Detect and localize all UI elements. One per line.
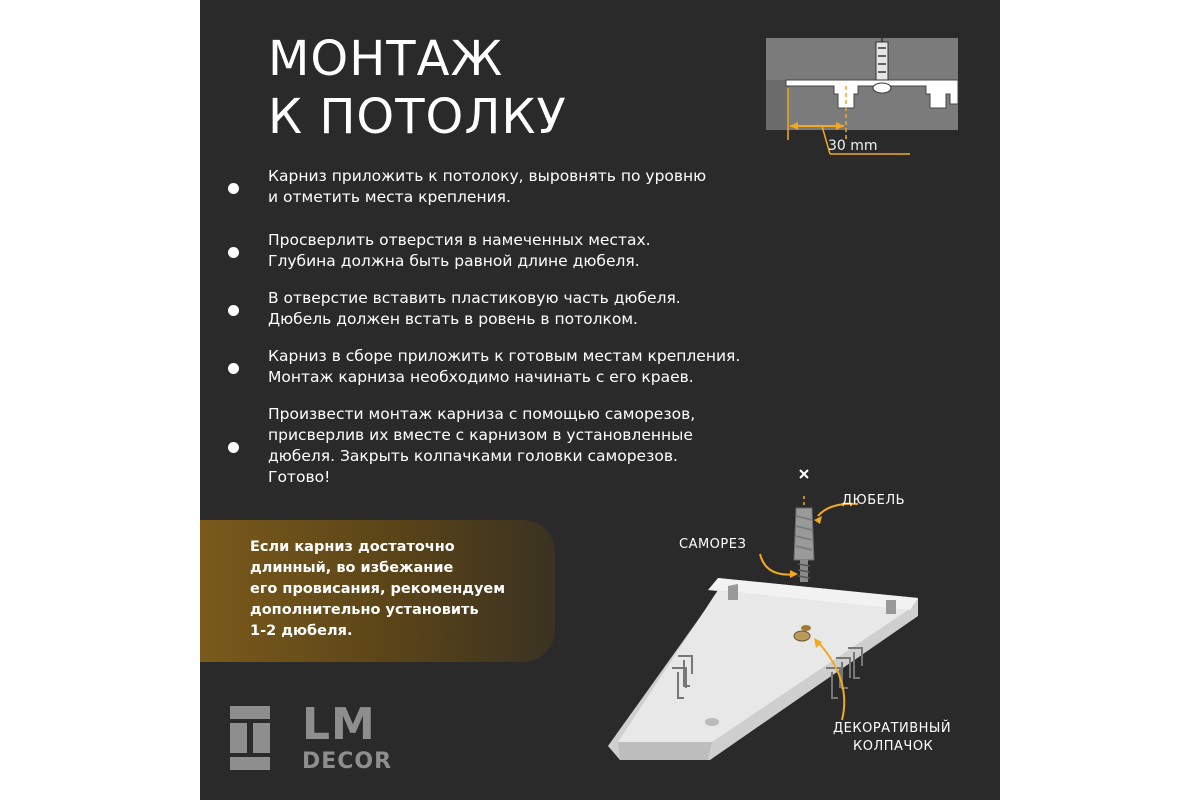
step-text-line: Монтаж карниза необходимо начинать с его краев. [268, 368, 694, 386]
instruction-card [200, 0, 1000, 800]
step-item [228, 288, 681, 330]
wall-block [766, 80, 788, 130]
step-text-line: Карниз приложить к потолоку, выровнять по уровню [268, 167, 707, 185]
step-text-line: Дюбель должен встать в ровень в потолком. [268, 310, 638, 328]
step-text-line: дюбеля. Закрыть колпачками головки саморезов. [268, 447, 678, 465]
rail-groove [728, 584, 738, 600]
step-text-line: Глубина должна быть равной длине дюбеля. [268, 252, 640, 270]
tip-text-line: длинный, во избежание [250, 560, 454, 576]
logo-mark-icon [230, 706, 270, 770]
cap-icon [873, 83, 891, 93]
step-item [228, 230, 651, 272]
tip-text-line: его провисания, рекомендуем [250, 581, 506, 597]
step-text-line: Просверлить отверстия в намеченных местах. [268, 231, 651, 249]
step-text-line: присверлив их вместе с карнизом в установленные [268, 426, 693, 444]
dimension-label: 30 mm [828, 138, 878, 154]
mounting-illustration [600, 460, 1000, 800]
bullet-icon [228, 363, 239, 374]
step-text-line: Готово! [268, 468, 331, 486]
cap-label-line-1: ДЕКОРАТИВНЫЙ [833, 721, 952, 736]
logo-sub-text: DECOR [302, 749, 393, 774]
logo-brand-text: LM [302, 699, 376, 750]
screw-label: САМОРЕЗ [679, 537, 747, 552]
bullet-icon [228, 442, 239, 453]
drill-mark-icon [800, 470, 808, 478]
cornice-panel-edge [618, 742, 712, 760]
page-title [268, 30, 567, 146]
bullet-icon [228, 247, 239, 258]
tip-text-line: Если карниз достаточно [250, 539, 455, 555]
tip-text-line: дополнительно установить [250, 602, 479, 618]
rail-groove [886, 600, 896, 614]
title-line-2: К ПОТОЛКУ [268, 89, 567, 145]
screw-arrow [790, 570, 798, 578]
cap-label-line-2: КОЛПАЧОК [853, 739, 934, 754]
tip-text-line: 1-2 дюбеля. [250, 623, 353, 639]
step-text-line: Карниз в сборе приложить к готовым местам крепления. [268, 347, 741, 365]
dowel-label: ДЮБЕЛЬ [842, 493, 906, 508]
bullet-icon [228, 183, 239, 194]
tip-callout [200, 520, 555, 662]
decorative-cap-icon [794, 631, 810, 641]
step-text-line: Произвести монтаж карниза с помощью саморезов, [268, 405, 696, 423]
step-item [228, 346, 740, 388]
screw-head-icon [801, 625, 811, 631]
step-text-line: В отверстие вставить пластиковую часть дюбеля. [268, 289, 681, 307]
bullet-icon [228, 305, 239, 316]
step-item [228, 166, 706, 208]
second-cap-icon [705, 718, 719, 726]
dowel-arrow [814, 516, 822, 524]
title-line-1: МОНТАЖ [268, 31, 504, 87]
tip-text [250, 537, 505, 642]
step-text-line: и отметить места крепления. [268, 188, 511, 206]
